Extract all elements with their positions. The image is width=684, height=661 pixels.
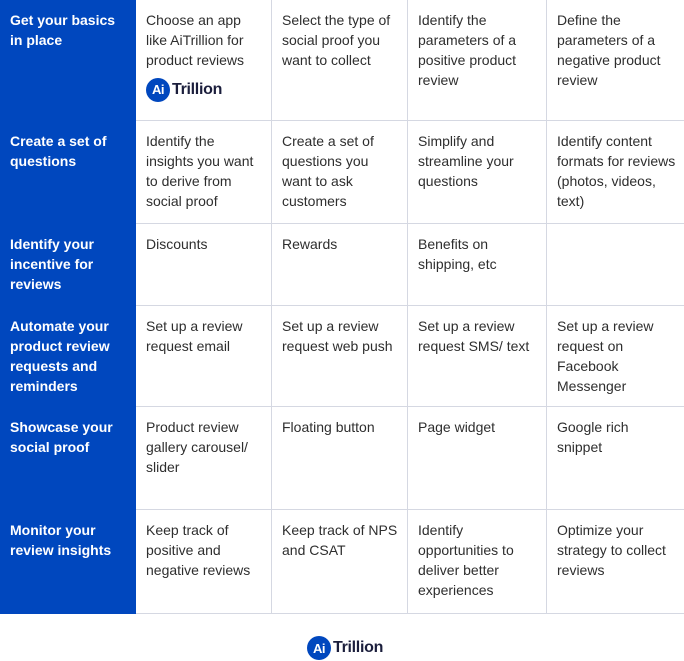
grid-cell bbox=[136, 0, 272, 121]
grid-cell: Product review gallery carousel/ slider bbox=[136, 407, 272, 510]
aitrillion-logo bbox=[146, 78, 222, 102]
grid-cell: Google rich snippet bbox=[547, 407, 684, 510]
row-heading-questions: Create a set of questions bbox=[0, 121, 136, 224]
grid-cell bbox=[547, 224, 684, 306]
row-heading-showcase: Showcase your social proof bbox=[0, 407, 136, 510]
grid-cell: Benefits on shipping, etc bbox=[408, 224, 547, 306]
grid-cell: Set up a review request SMS/ text bbox=[408, 306, 547, 407]
grid-cell: Create a set of questions you want to ask customers bbox=[272, 121, 408, 224]
cell-text: Choose an app like AiTrillion for product reviews bbox=[146, 12, 245, 68]
grid-cell: Select the type of social proof you want to collect bbox=[272, 0, 408, 121]
grid-cell: Page widget bbox=[408, 407, 547, 510]
grid-cell: Identify the insights you want to derive from social proof bbox=[136, 121, 272, 224]
aitrillion-logo bbox=[307, 636, 383, 660]
grid-cell: Define the parameters of a negative product review bbox=[547, 0, 684, 121]
grid-cell: Floating button bbox=[272, 407, 408, 510]
grid-cell: Identify content formats for reviews (photos, videos, text) bbox=[547, 121, 684, 224]
logo-wordmark: Trillion bbox=[333, 639, 384, 656]
grid-cell: Discounts bbox=[136, 224, 272, 306]
footer-logo bbox=[307, 636, 383, 660]
logo-wordmark: Trillion bbox=[172, 81, 223, 98]
grid-cell: Simplify and streamline your questions bbox=[408, 121, 547, 224]
row-heading-automate: Automate your product review requests and reminders bbox=[0, 306, 136, 407]
grid-cell: Keep track of positive and negative reviews bbox=[136, 510, 272, 614]
row-heading-incentive: Identify your incentive for reviews bbox=[0, 224, 136, 306]
row-heading-monitor: Monitor your review insights bbox=[0, 510, 136, 614]
grid-cell: Set up a review request web push bbox=[272, 306, 408, 407]
row-heading-basics: Get your basics in place bbox=[0, 0, 136, 121]
logo-mark: Ai bbox=[146, 78, 170, 102]
grid-cell: Keep track of NPS and CSAT bbox=[272, 510, 408, 614]
grid-cell: Rewards bbox=[272, 224, 408, 306]
logo-mark: Ai bbox=[307, 636, 331, 660]
grid-cell: Identify the parameters of a positive product review bbox=[408, 0, 547, 121]
grid-cell: Identify opportunities to deliver better experiences bbox=[408, 510, 547, 614]
grid-cell: Set up a review request on Facebook Messenger bbox=[547, 306, 684, 407]
grid-cell: Set up a review request email bbox=[136, 306, 272, 407]
grid-cell: Optimize your strategy to collect reviews bbox=[547, 510, 684, 614]
